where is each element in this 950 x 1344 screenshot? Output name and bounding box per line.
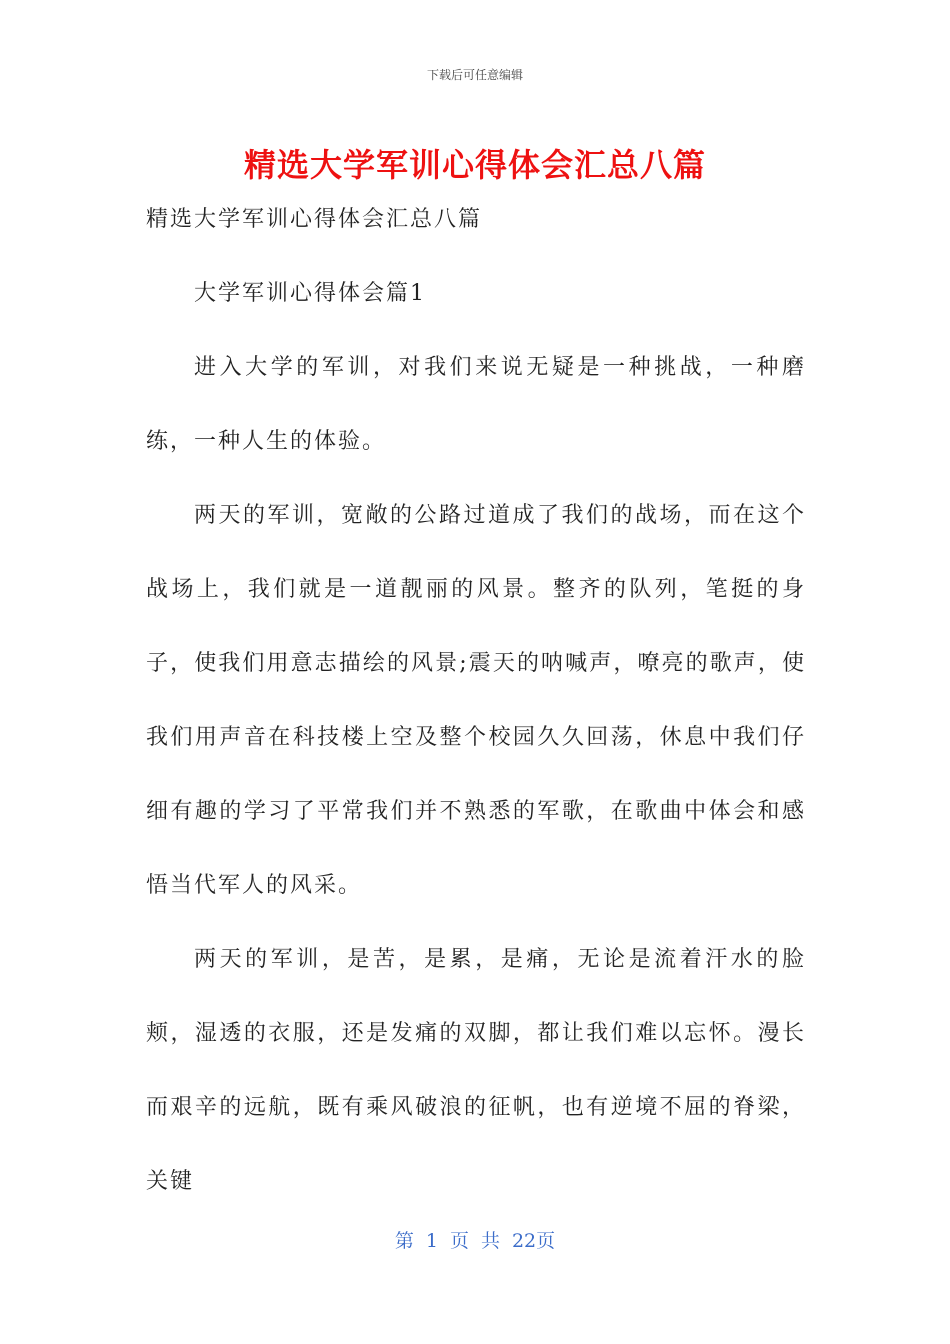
footer-page-unit: 页 [449,1230,469,1252]
section-heading: 大学军训心得体会篇1 [194,281,426,306]
document-title: 精选大学军训心得体会汇总八篇 [243,146,706,184]
document-body [146,257,806,1219]
paragraph: 进入大学的军训，对我们来说无疑是一种挑战，一种磨练，一种人生的体验。 [146,355,806,454]
footer-total-pages: 22页 [511,1230,556,1252]
footer-current-page: 1 [425,1230,438,1252]
paragraph: 两天的军训，宽敞的公路过道成了我们的战场，而在这个战场上，我们就是一道靓丽的风景。整齐的队列，笔挺的身子，使我们用意志描绘的风景;震天的呐喊声，嘹亮的歌声，使我们用声音在科技楼上空及整个校园久久回荡，休息中我们仔细有趣的学习了平常我们并不熟悉的军歌，在歌曲中体会和感悟当代军人的风采。 [146,503,806,898]
document-subtitle: 精选大学军训心得体会汇总八篇 [146,207,483,232]
footer-page-label: 第 [394,1230,414,1252]
header-note: 下载后可任意编辑 [426,68,523,82]
page-footer [0,1226,950,1253]
footer-total-label: 共 [480,1230,500,1252]
paragraph: 两天的军训，是苦，是累，是痛，无论是流着汗水的脸颊，湿透的衣服，还是发痛的双脚，都让我们难以忘怀。漫长而艰辛的远航，既有乘风破浪的征帆，也有逆境不屈的脊梁，关键 [146,947,806,1194]
